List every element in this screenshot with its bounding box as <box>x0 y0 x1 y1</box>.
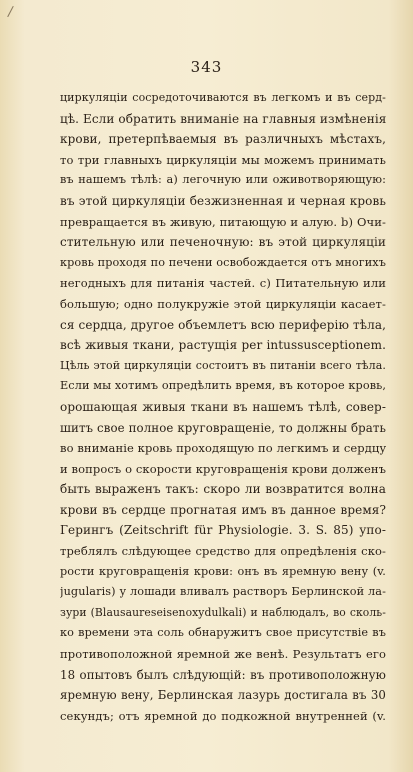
text-line: шитъ свое полное круговращеніе, то должны брать <box>60 420 386 435</box>
text-line: циркуляціи сосредоточиваются въ легкомъ и въ серд- <box>60 91 386 104</box>
text-line: Цѣль этой циркуляціи состоитъ въ питаніи всего тѣла. <box>60 358 386 372</box>
text-line: Герингъ (Zeitschrift für Physiologie. 3. S. 85) упо- <box>60 523 386 538</box>
body-text <box>60 88 386 726</box>
text-line: большую; одно полукружіе этой циркуляціи касает- <box>60 296 386 311</box>
text-line: крови въ сердце прогнатая имъ въ данное время? <box>60 502 386 517</box>
corner-pencil-mark: / <box>6 3 15 21</box>
text-line: кровь проходя по печени освобождается отъ многихъ <box>60 255 386 269</box>
text-line: стительную или печеночную: въ этой циркуляціи <box>60 235 386 250</box>
text-line: ся сердца, другое объемлетъ всю периферію тѣла, <box>60 317 386 332</box>
text-line: зури (Blausaureseisenoxydulkali) и наблюдалъ, во сколь- <box>60 605 386 619</box>
text-line: 18 опытовъ былъ слѣдующій: въ противоположную <box>60 667 386 682</box>
text-line: то три главныхъ циркуляціи мы можемъ принимать <box>60 152 386 167</box>
text-line: рости круговращенія крови: онъ въ яремную вену (v. <box>60 564 386 578</box>
page-number: 343 <box>190 58 223 76</box>
text-line: превращается въ живую, питающую и алую. b) Очи- <box>60 214 386 229</box>
text-line: всѣ живыя ткани, растущія per intussusceptionem. <box>60 338 386 353</box>
text-line: крови, претерпѣваемыя въ различныхъ мѣстахъ, <box>60 132 386 147</box>
text-line: и вопросъ о скорости круговращенія крови долженъ <box>60 461 386 476</box>
text-line: въ этой циркуляціи безжизненная и черная кровь <box>60 193 386 208</box>
text-line: секундъ; отъ яремной до подкожной внутренней (v. <box>60 708 386 723</box>
text-line: Если мы хотимъ опредѣлить время, въ которое кровь, <box>60 379 386 393</box>
text-line: яремную вену, Берлинская лазурь достигала въ 30 <box>60 688 386 703</box>
text-line: треблялъ слѣдующее средство для опредѣленія ско- <box>60 544 386 559</box>
text-line: негодныхъ для питанія частей. с) Питательную или <box>60 276 386 291</box>
text-line: ко времени эта соль обнаружитъ свое присутствіе въ <box>60 626 386 640</box>
text-line: быть выраженъ такъ: скоро ли возвратится волна <box>60 482 386 497</box>
text-line: въ нашемъ тѣлѣ: а) легочную или оживотворяющую: <box>60 173 386 187</box>
text-line: во вниманіе кровь проходящую по легкимъ и сердцу <box>60 441 386 456</box>
text-line: противоположной яремной же венѣ. Результатъ его <box>60 647 386 662</box>
text-line: орошающая живыя ткани въ нашемъ тѣлѣ, совер- <box>60 399 386 414</box>
text-line: цѣ. Если обратить вниманіе на главныя измѣненія <box>60 111 386 126</box>
text-line: jugularis) у лошади вливалъ растворъ Берлинской ла- <box>60 585 386 599</box>
